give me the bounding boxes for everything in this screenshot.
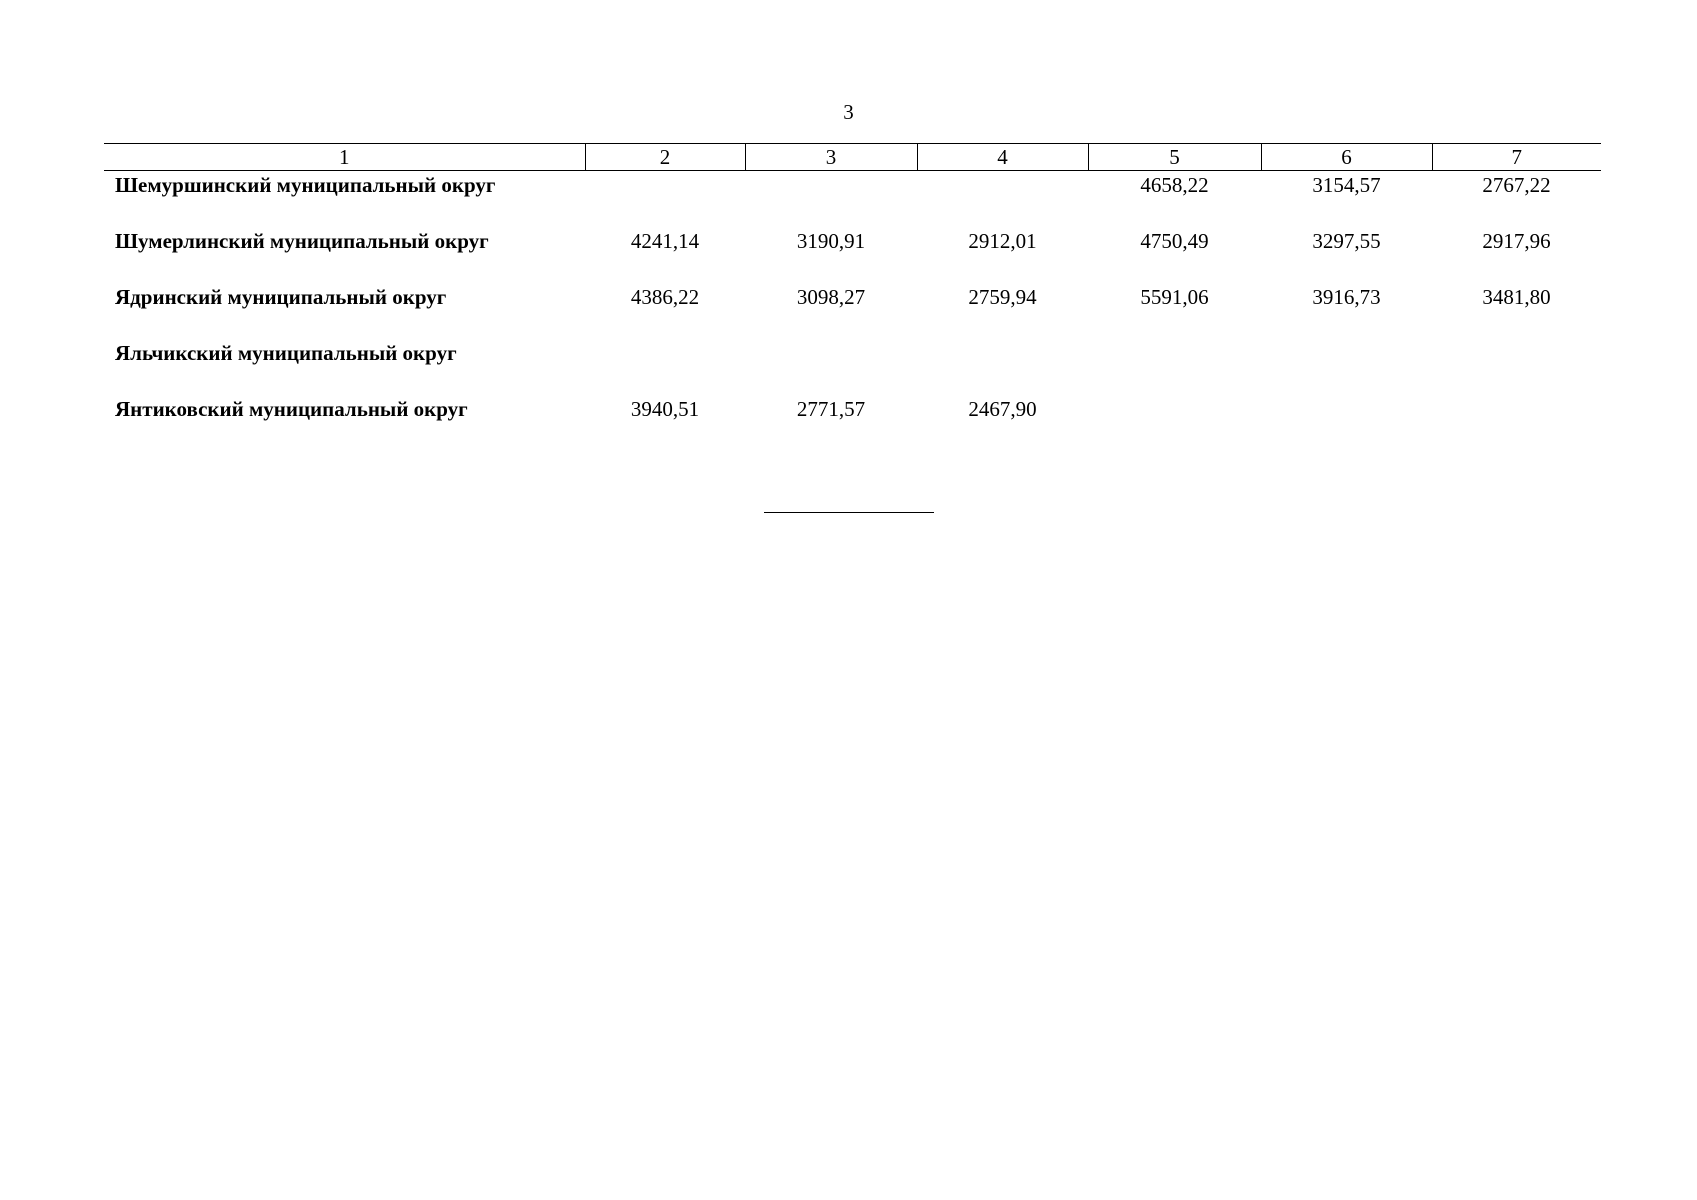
row-name: Шумерлинский муниципальный округ: [115, 229, 489, 253]
table-cell: 2912,01: [968, 229, 1037, 253]
data-table: [104, 143, 1601, 451]
table-cell: 3098,27: [796, 285, 866, 309]
table-cell: [917, 339, 1088, 395]
table-cell: 3940,51: [630, 397, 700, 421]
row-name: Шемуршинский муниципальный округ: [115, 173, 496, 197]
column-header-7: 7: [1432, 144, 1601, 171]
table-cell: 3190,91: [796, 229, 866, 253]
table-cell: [745, 171, 917, 228]
table-cell: [1432, 339, 1601, 395]
table-cell: 2917,96: [1482, 229, 1551, 253]
table-cell: [1432, 395, 1601, 451]
table-cell: [585, 339, 745, 395]
table-cell: 2767,22: [1482, 173, 1551, 197]
table-cell: [1088, 395, 1261, 451]
table-cell: [745, 339, 917, 395]
table-cell: 3154,57: [1312, 173, 1381, 197]
column-header-3: 3: [745, 144, 917, 171]
column-header-5: 5: [1088, 144, 1261, 171]
table-cell: [1261, 395, 1432, 451]
table-cell: 2759,94: [968, 285, 1037, 309]
column-header-1: 1: [104, 144, 585, 171]
table-cell: 2771,57: [796, 397, 866, 421]
table-cell: 4241,14: [630, 229, 700, 253]
table-cell: 4750,49: [1140, 229, 1209, 253]
table-cell: 4658,22: [1140, 173, 1209, 197]
end-divider: [764, 512, 934, 513]
table-cell: [1261, 339, 1432, 395]
row-name: Янтиковский муниципальный округ: [115, 397, 468, 421]
table-cell: 3481,80: [1482, 285, 1551, 309]
table-row: [104, 283, 1601, 339]
table-cell: 2467,90: [968, 397, 1037, 421]
table-cell: 3297,55: [1312, 229, 1381, 253]
table-cell: 5591,06: [1140, 285, 1209, 309]
row-name: Ядринский муниципальный округ: [115, 285, 447, 309]
table-row: [104, 395, 1601, 451]
column-header-6: 6: [1261, 144, 1432, 171]
table-row: [104, 227, 1601, 283]
row-name: Яльчикский муниципальный округ: [115, 341, 457, 365]
column-header-2: 2: [585, 144, 745, 171]
column-header-4: 4: [917, 144, 1088, 171]
table-row: [104, 171, 1601, 228]
table-row: [104, 339, 1601, 395]
table-cell: [917, 171, 1088, 228]
table-cell: 4386,22: [630, 285, 700, 309]
page-number: 3: [843, 100, 854, 124]
table-cell: 3916,73: [1312, 285, 1381, 309]
table-header-row: [104, 144, 1601, 171]
table-cell: [585, 171, 745, 228]
table-cell: [1088, 339, 1261, 395]
